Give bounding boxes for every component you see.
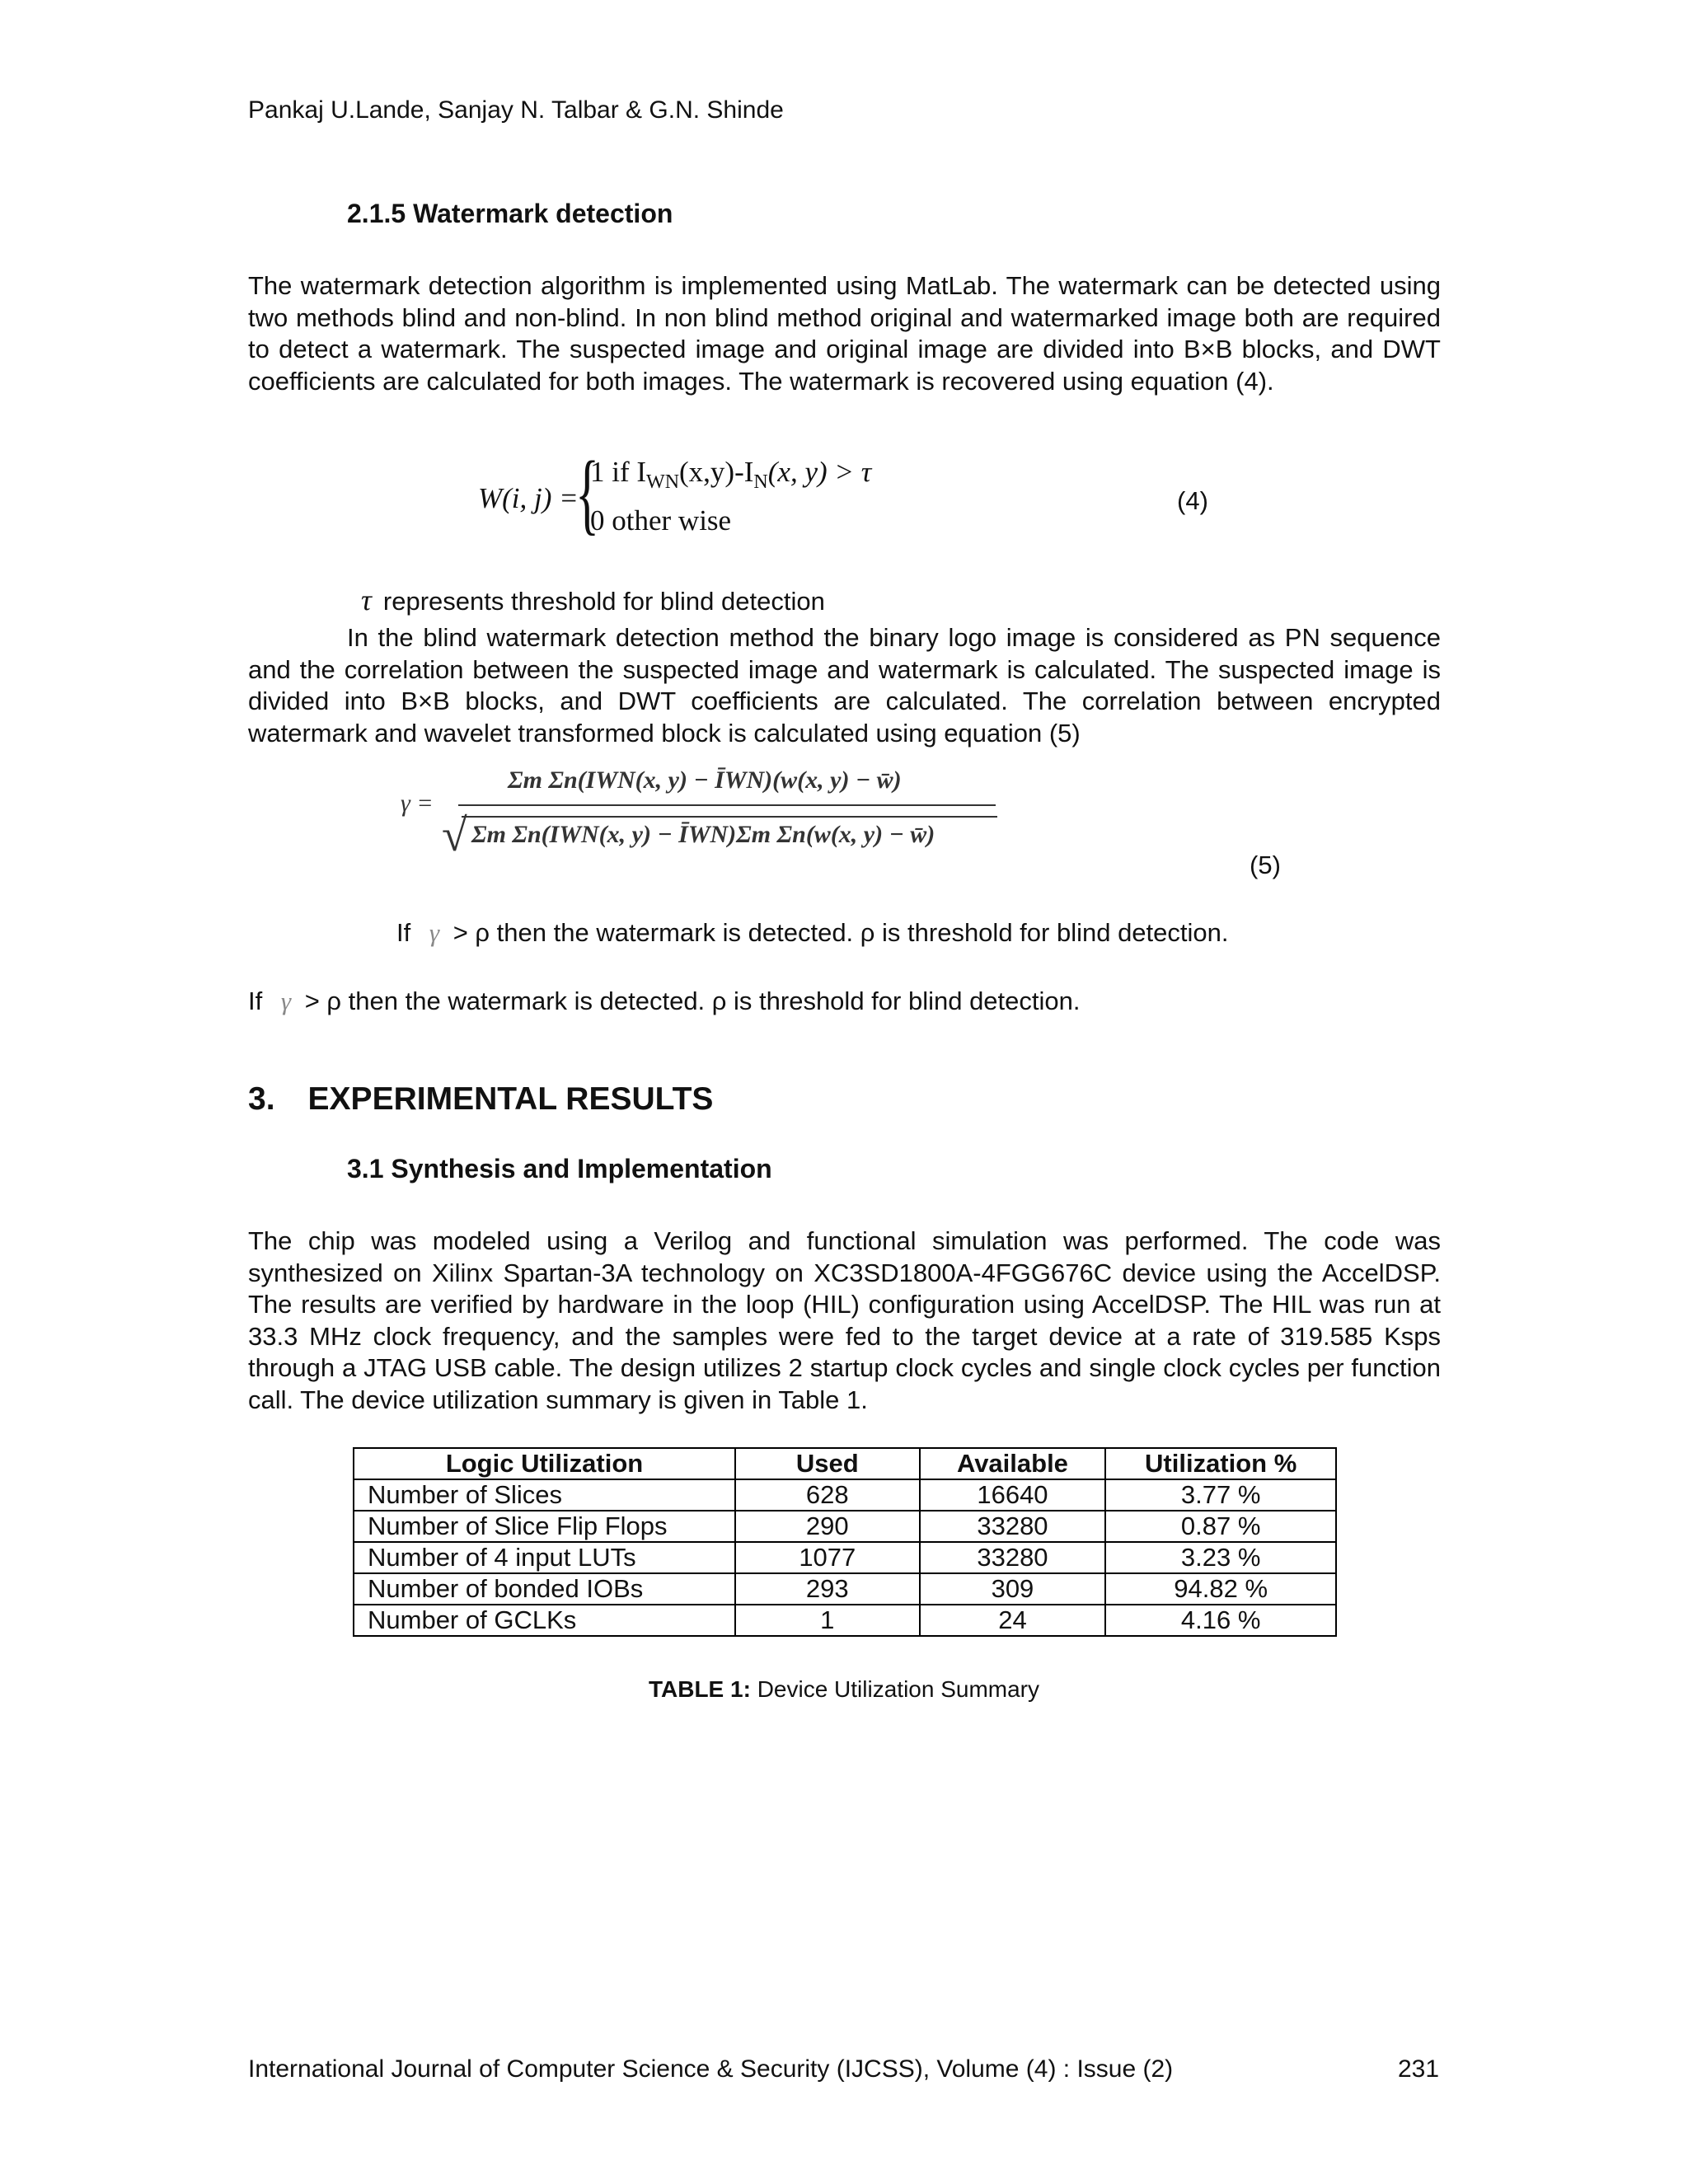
- table-cell: Number of GCLKs: [354, 1605, 735, 1636]
- paragraph-blind-detection: In the blind watermark detection method the binary logo image is considered as PN sequence and the correlation between the suspected image and watermark is calculated. The suspected image is divided into B×B blocks, and DWT coefficients are calculated. The correlation between encrypted watermark and wavelet transformed block is calculated using equation (5): [248, 623, 1441, 748]
- equation-5-number: (5): [1250, 851, 1281, 879]
- equation-4-lhs: W(i, j) =: [478, 482, 579, 514]
- table-cell: Number of Slice Flip Flops: [354, 1511, 735, 1542]
- table-cell: 94.82 %: [1105, 1573, 1336, 1605]
- table-header-cell: Used: [735, 1448, 920, 1479]
- table-cell: 16640: [920, 1479, 1106, 1511]
- table-cell: 290: [735, 1511, 920, 1542]
- table-cell: 24: [920, 1605, 1106, 1636]
- equation-5-numerator: Σm Σn(IWN(x, y) − ĪWN)(w(x, y) − w̄): [508, 766, 902, 794]
- section-3-title: EXPERIMENTAL RESULTS: [307, 1081, 714, 1117]
- footer-journal: International Journal of Computer Science & Security (IJCSS), Volume (4) : Issue (2): [248, 2055, 1174, 2083]
- tau-symbol: τ: [361, 583, 372, 616]
- equation-4-case-2: 0 other wise: [590, 504, 732, 537]
- table-row: [354, 1573, 1336, 1605]
- section-heading-3-1: 3.1 Synthesis and Implementation: [347, 1154, 772, 1183]
- equation-4: [478, 443, 989, 548]
- table-cell: 3.77 %: [1105, 1479, 1336, 1511]
- section-3-number: 3.: [248, 1081, 275, 1117]
- table-cell: Number of bonded IOBs: [354, 1573, 735, 1605]
- paragraph-watermark-detection: The watermark detection algorithm is implemented using MatLab. The watermark can be detected using two methods blind and non-blind. In non blind method original and watermarked image both are required to detect a watermark. The suspected image and original image are divided into B×B blocks, and DWT coefficients are calculated for both images. The watermark is recovered using equation (4).: [248, 271, 1441, 396]
- table-cell: 33280: [920, 1511, 1106, 1542]
- table-cell: 628: [735, 1479, 920, 1511]
- table-cell: 293: [735, 1573, 920, 1605]
- table-cell: Number of 4 input LUTs: [354, 1542, 735, 1573]
- table-row: [354, 1511, 1336, 1542]
- table-cell: 309: [920, 1573, 1106, 1605]
- section-heading-2-1-5: 2.1.5 Watermark detection: [347, 199, 673, 228]
- table-header-cell: Logic Utilization: [354, 1448, 735, 1479]
- table-cell: 1: [735, 1605, 920, 1636]
- table-cell: 3.23 %: [1105, 1542, 1336, 1573]
- table-cell: 4.16 %: [1105, 1605, 1336, 1636]
- table-row: [354, 1605, 1336, 1636]
- device-utilization-table: [353, 1447, 1337, 1637]
- table-cell: 1077: [735, 1542, 920, 1573]
- section-3-heading: [248, 1081, 713, 1118]
- equation-4-brace: {: [575, 443, 600, 543]
- table-cell: Number of Slices: [354, 1479, 735, 1511]
- table-header-cell: Available: [920, 1448, 1106, 1479]
- paragraph-synthesis: The chip was modeled using a Verilog and functional simulation was performed. The code was synthesized on Xilinx Spartan-3A technology on XC3SD1800A-4FGG676C device using the AccelDSP. The results are verified by hardware in the loop (HIL) configuration using AccelDSP. The HIL was run at 33.3 MHz clock frequency, and the samples were fed to the target device at a rate of 319.585 Ksps through a JTAG USB cable. The design utilizes 2 startup clock cycles and single clock cycles per function call. The device utilization summary is given in Table 1.: [248, 1226, 1441, 1414]
- equation-5-radical-sign: √: [442, 810, 467, 861]
- equation-4-case-1: 1 if $I_{WN}(x,y)-I_N(x$, y) > τ: [590, 456, 872, 493]
- page-number: 231: [1398, 2055, 1440, 2083]
- detection-condition: If γ > ρ then the watermark is detected. ρ is threshold for blind detection.: [248, 987, 1081, 1015]
- equation-5: [401, 765, 1027, 880]
- gamma-symbol: γ: [429, 918, 440, 947]
- table-header-cell: Utilization %: [1105, 1448, 1336, 1479]
- equation-5-denominator: Σm Σn(IWN(x, y) − ĪWN)Σm Σn(w(x, y) − w̄): [471, 821, 935, 848]
- gamma-symbol: γ: [280, 987, 292, 1015]
- table-caption: [0, 1676, 1688, 1703]
- table-caption-text: Device Utilization Summary: [757, 1676, 1040, 1702]
- detection-condition-indented: If γ > ρ then the watermark is detected. ρ is threshold for blind detection.: [396, 918, 1229, 947]
- running-head: Pankaj U.Lande, Sanjay N. Talbar & G.N. Shinde: [248, 96, 784, 124]
- tau-definition: τ represents threshold for blind detection: [361, 583, 825, 616]
- table-row: [354, 1479, 1336, 1511]
- table-header-row: [354, 1448, 1336, 1479]
- table-cell: 0.87 %: [1105, 1511, 1336, 1542]
- equation-5-lhs: γ =: [401, 790, 434, 817]
- equation-5-fraction-bar: [458, 804, 996, 806]
- table-cell: 33280: [920, 1542, 1106, 1573]
- equation-5-radical-bar: [462, 816, 997, 818]
- equation-4-number: (4): [1177, 486, 1208, 515]
- table-caption-label: TABLE 1:: [648, 1676, 751, 1702]
- table-row: [354, 1542, 1336, 1573]
